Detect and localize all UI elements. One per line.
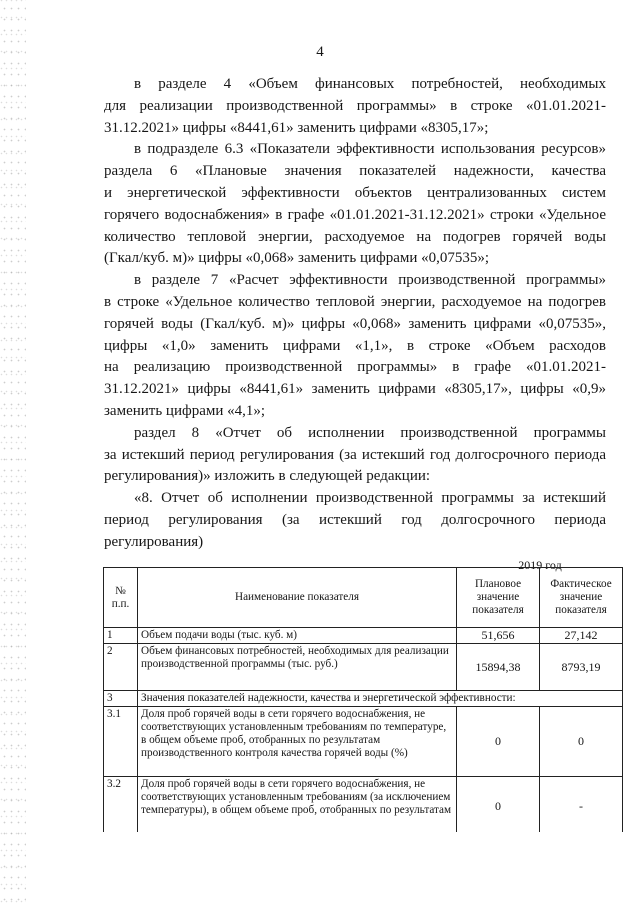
row-planned: 0 (457, 707, 540, 777)
header-num: № п.п. (104, 568, 138, 628)
page-number: 4 (316, 44, 324, 60)
paragraph-3-line-3: горячей воды (Гкал/куб. м)» цифры «0,068» заменить цифрами «0,07535», (104, 315, 606, 332)
paragraph-5-line-3: регулирования) (104, 533, 204, 550)
row-name: Доля проб горячей воды в сети горячего водоснабжения, не соответствующих установленным требованиям (за исключением температуры), в общем объеме проб, отобранных по результатам (138, 777, 457, 833)
paragraph-4-line-3: регулирования)» изложить в следующей редакции: (104, 468, 431, 485)
row-actual: 8793,19 (540, 644, 623, 691)
paragraph-3-line-5: на реализацию производственной программы» в графе «01.01.2021- (104, 359, 606, 376)
row-planned: 0 (457, 777, 540, 833)
paragraph-3-line-1: в разделе 7 «Расчет эффективности производственной программы» (134, 272, 606, 289)
table-header-row (104, 568, 623, 628)
paragraph-4-line-2: за истекший период регулирования (за истекший год долгосрочного периода (104, 446, 606, 463)
paragraph-2-line-1: в подразделе 6.3 «Показатели эффективности использования ресурсов» (134, 141, 606, 158)
row-actual: 0 (540, 707, 623, 777)
row-num: 3 (104, 691, 138, 707)
paragraph-1-line-2: для реализации производственной программы» в строке «01.01.2021- (104, 97, 606, 114)
header-name: Наименование показателя (138, 568, 457, 628)
row-num: 1 (104, 628, 138, 644)
row-num: 3.1 (104, 707, 138, 777)
paragraph-2-line-6: (Гкал/куб. м)» цифры «0,068» заменить цифрами «0,07535»; (104, 250, 490, 267)
row-name-span: Значения показателей надежности, качества и энергетической эффективности: (138, 691, 623, 707)
paragraph-4-line-1: раздел 8 «Отчет об исполнении производственной программы (134, 424, 606, 441)
paragraph-2-line-4: горячего водоснабжения» в графе «01.01.2021-31.12.2021» строки «Удельное (104, 206, 606, 223)
paragraph-5-line-2: период регулирования (за истекший год долгосрочного периода (104, 511, 606, 528)
header-planned: Плановое значение показателя (457, 568, 540, 628)
paragraph-3-line-2: в строке «Удельное количество тепловой энергии, расходуемое на подогрев (104, 293, 606, 310)
paragraph-5-line-1: «8. Отчет об исполнении производственной программы за истекший (134, 490, 606, 507)
paragraph-3-line-6: 31.12.2021» цифры «8441,61» заменить цифрами «8305,17», цифры «0,9» (104, 381, 606, 398)
row-num: 3.2 (104, 777, 138, 833)
table-row (104, 691, 623, 707)
row-name: Доля проб горячей воды в сети горячего водоснабжения, не соответствующих установленным требованиям по температуре, в общем объеме проб, отобранных по результатам производственного контроля качества горячей воды (%) (138, 707, 457, 777)
paragraph-1-line-3: 31.12.2021» цифры «8441,61» заменить цифрами «8305,17»; (104, 119, 489, 136)
table-row (104, 707, 623, 777)
paragraph-2-line-2: раздела 6 «Плановые значения показателей надежности, качества (104, 163, 606, 180)
paragraph-2-line-3: и энергетической эффективности объектов централизованных систем (104, 184, 606, 201)
table-row (104, 628, 623, 644)
paragraph-2-line-5: количество тепловой энергии, расходуемое на подогрев горячей воды (104, 228, 606, 245)
table-row (104, 644, 623, 691)
header-actual: Фактическое значение показателя (540, 568, 623, 628)
row-planned: 15894,38 (457, 644, 540, 691)
row-planned: 51,656 (457, 628, 540, 644)
table-row (104, 777, 623, 833)
paragraph-3-line-4: цифры «1,0» заменить цифрами «1,1», в строке «Объем расходов (104, 337, 606, 354)
row-actual: 27,142 (540, 628, 623, 644)
paragraph-1-line-1: в разделе 4 «Объем финансовых потребностей, необходимых (134, 76, 606, 92)
row-name: Объем подачи воды (тыс. куб. м) (138, 628, 457, 644)
row-actual: - (540, 777, 623, 833)
row-num: 2 (104, 644, 138, 691)
year-caption: 2019 год (518, 558, 562, 572)
report-table (103, 567, 623, 832)
paragraph-3-line-7: заменить цифрами «4,1»; (104, 402, 266, 419)
row-name: Объем финансовых потребностей, необходимых для реализации производственной программы (тыс. руб.) (138, 644, 457, 691)
